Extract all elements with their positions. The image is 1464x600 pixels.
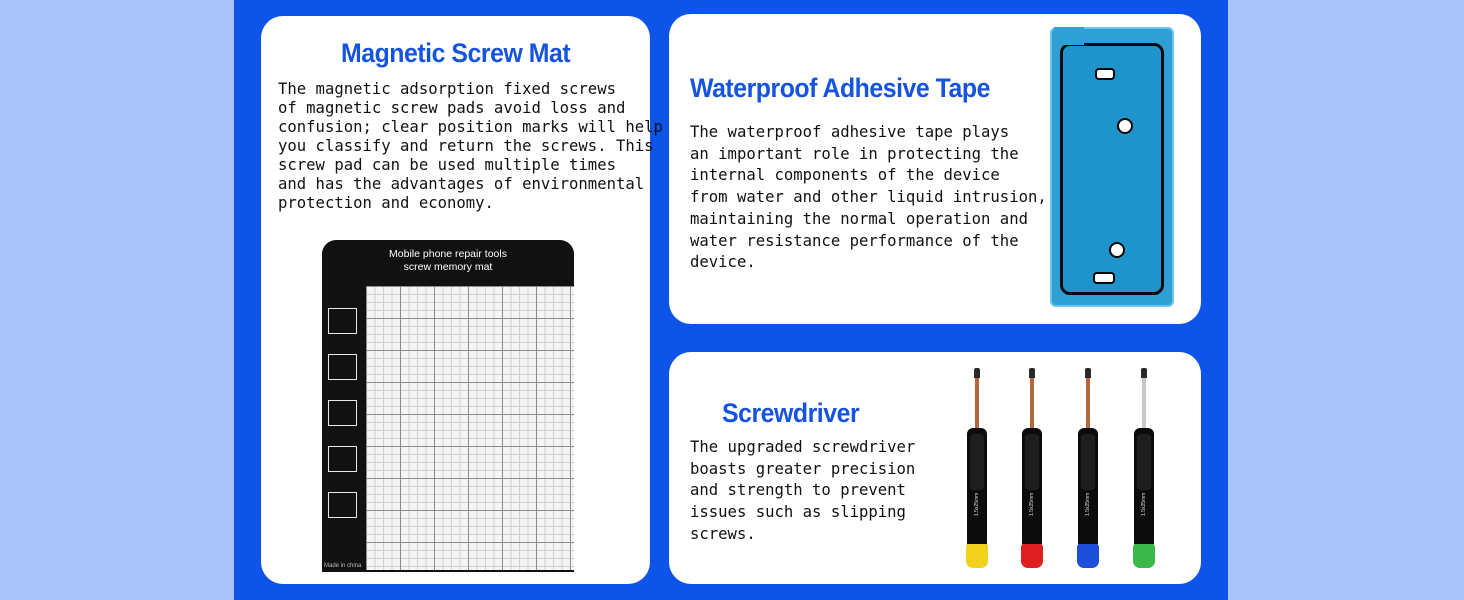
adhesive-tape-description [690, 122, 1047, 274]
screw-mat-image [322, 240, 574, 572]
tape-hole [1095, 68, 1115, 80]
screwdriver-grip [1137, 434, 1151, 490]
screwdriver-cap [1077, 544, 1099, 568]
text-line: issues such as slipping [690, 503, 906, 522]
mat-marker-box [328, 446, 357, 472]
adhesive-tape-image [1050, 27, 1174, 307]
tape-tab [1054, 27, 1084, 45]
mat-title-line: Mobile phone repair tools [389, 248, 507, 260]
screwdriver-size-label: 1.5x25mm [1029, 492, 1035, 516]
screwdriver-shaft [1086, 372, 1090, 430]
screwdriver-shaft [975, 372, 979, 430]
screwdriver-grip [970, 434, 984, 490]
text-line: The upgraded screwdriver [690, 438, 916, 456]
screwdriver-shaft [1142, 372, 1146, 430]
mat-marker-box [328, 492, 357, 518]
screwdriver-size-label: 1.5x25mm [1085, 492, 1091, 516]
screwdriver-tip [1141, 368, 1147, 378]
tape-hole [1109, 242, 1125, 258]
screwdriver-cap [1133, 544, 1155, 568]
text-line: boasts greater precision [690, 459, 916, 478]
screwdriver-image [1132, 368, 1156, 570]
mat-marker-box [328, 308, 357, 334]
text-line: screw pad can be used multiple times [278, 156, 616, 174]
magnetic-mat-title: Magnetic Screw Mat [341, 38, 571, 68]
screwdriver-title: Screwdriver [722, 398, 860, 428]
text-line: an important role in protecting the [690, 144, 1019, 163]
adhesive-tape-title: Waterproof Adhesive Tape [690, 73, 990, 103]
screwdriver-image [965, 368, 989, 570]
screwdriver-size-label: 1.5x25mm [974, 492, 980, 516]
text-line: confusion; clear position marks will help [278, 118, 663, 136]
text-line: The magnetic adsorption fixed screws [278, 80, 616, 98]
mat-marker-box [328, 354, 357, 380]
magnetic-mat-description [278, 80, 663, 213]
tape-hole [1117, 118, 1133, 134]
screwdriver-cap [966, 544, 988, 568]
text-line: water resistance performance of the [690, 231, 1019, 250]
text-line: and strength to prevent [690, 481, 906, 500]
screwdriver-grip [1081, 434, 1095, 490]
text-line: maintaining the normal operation and [690, 209, 1028, 228]
text-line: The waterproof adhesive tape plays [690, 123, 1010, 141]
screwdriver-description [690, 437, 915, 546]
screwdriver-image [1020, 368, 1044, 570]
screwdriver-size-label: 1.5x25mm [1141, 492, 1147, 516]
mat-marker-box [328, 400, 357, 426]
mat-title-line: screw memory mat [403, 261, 493, 273]
screwdriver-tip [974, 368, 980, 378]
text-line: of magnetic screw pads avoid loss and [278, 99, 626, 117]
text-line: from water and other liquid intrusion, [690, 188, 1047, 207]
tape-frame [1060, 43, 1164, 295]
tape-hole [1093, 272, 1115, 284]
text-line: device. [690, 253, 756, 272]
screwdriver-cap [1021, 544, 1043, 568]
mat-image-title [322, 248, 574, 274]
screwdriver-image [1076, 368, 1100, 570]
screwdriver-grip [1025, 434, 1039, 490]
screwdriver-tip [1085, 368, 1091, 378]
mat-footer-text: Made in china [324, 563, 362, 569]
screwdriver-shaft [1030, 372, 1034, 430]
text-line: screws. [690, 524, 756, 543]
text-line: protection and economy. [278, 194, 494, 212]
text-line: internal components of the device [690, 166, 1000, 185]
text-line: you classify and return the screws. This [278, 137, 654, 155]
text-line: and has the advantages of environmental [278, 175, 645, 193]
screwdriver-tip [1029, 368, 1035, 378]
mat-grid [366, 286, 574, 570]
